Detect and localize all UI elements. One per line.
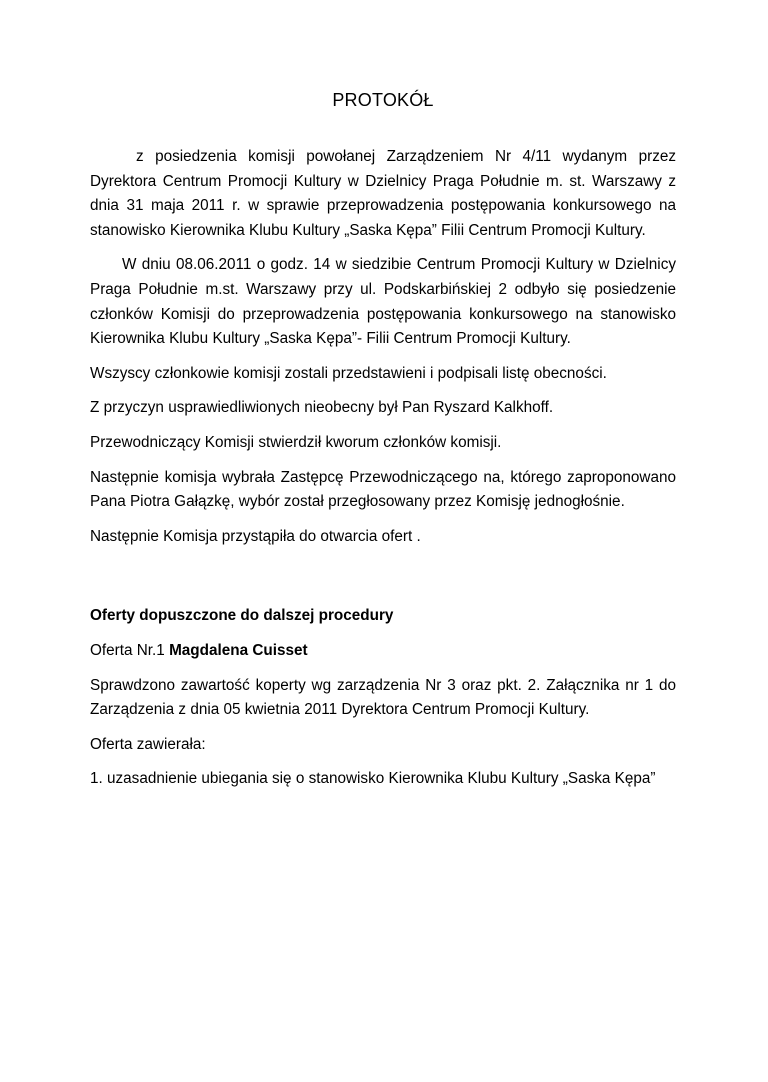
opening-paragraph: Następnie Komisja przystąpiła do otwarcia ofert .	[90, 527, 421, 545]
meeting-paragraph: W dniu 08.06.2011 o godz. 14 w siedzibie Centrum Promocji Kultury w Dzielnicy Praga Południe m.st. Warszawy przy ul. Podskarbińskiej 2 odbyło się posiedzenie członków Komisji do przeprowadzenia postępowania konkursowego na stanowisko Kierownika Klubu Kultury „Saska Kępa”- Filii Centrum Promocji Kultury.	[90, 256, 676, 348]
document-title: PROTOKÓŁ	[332, 90, 434, 110]
deputy-paragraph: Następnie komisja wybrała Zastępcę Przewodniczącego na, którego zaproponowano Pana Piotra Gałązkę, wybór został przegłosowany przez Komisję jednogłośnie.	[90, 468, 676, 511]
section-heading: Oferty dopuszczone do dalszej procedury	[90, 607, 394, 625]
intro-paragraph: z posiedzenia komisji powołanej Zarządzeniem Nr 4/11 wydanym przez Dyrektora Centrum Promocji Kultury w Dzielnicy Praga Południe m. st. Warszawy z dnia 31 maja 2011 r. w sprawie przeprowadzenia postępowania konkursowego na stanowisko Kierownika Klubu Kultury „Saska Kępa” Filii Centrum Promocji Kultury.	[90, 148, 676, 239]
offer-label: Oferta Nr.1	[90, 641, 170, 659]
members-paragraph: Wszyscy członkowie komisji zostali przedstawieni i podpisali listę obecności.	[90, 364, 607, 382]
offer-line	[90, 639, 676, 664]
quorum-paragraph: Przewodniczący Komisji stwierdził kworum członków komisji.	[90, 433, 502, 451]
offer-name: Magdalena Cuisset	[169, 641, 308, 659]
absent-paragraph: Z przyczyn usprawiedliwionych nieobecny był Pan Ryszard Kalkhoff.	[90, 399, 554, 417]
contents-intro: Oferta zawierała:	[90, 735, 206, 753]
check-paragraph: Sprawdzono zawartość koperty wg zarządzenia Nr 3 oraz pkt. 2. Załącznika nr 1 do Zarządzenia z dnia 05 kwietnia 2011 Dyrektora Centrum Promocji Kultury.	[90, 676, 676, 719]
document-page	[0, 88, 768, 1082]
contents-item-1: 1. uzasadnienie ubiegania się o stanowisko Kierownika Klubu Kultury „Saska Kępa”	[90, 770, 656, 788]
